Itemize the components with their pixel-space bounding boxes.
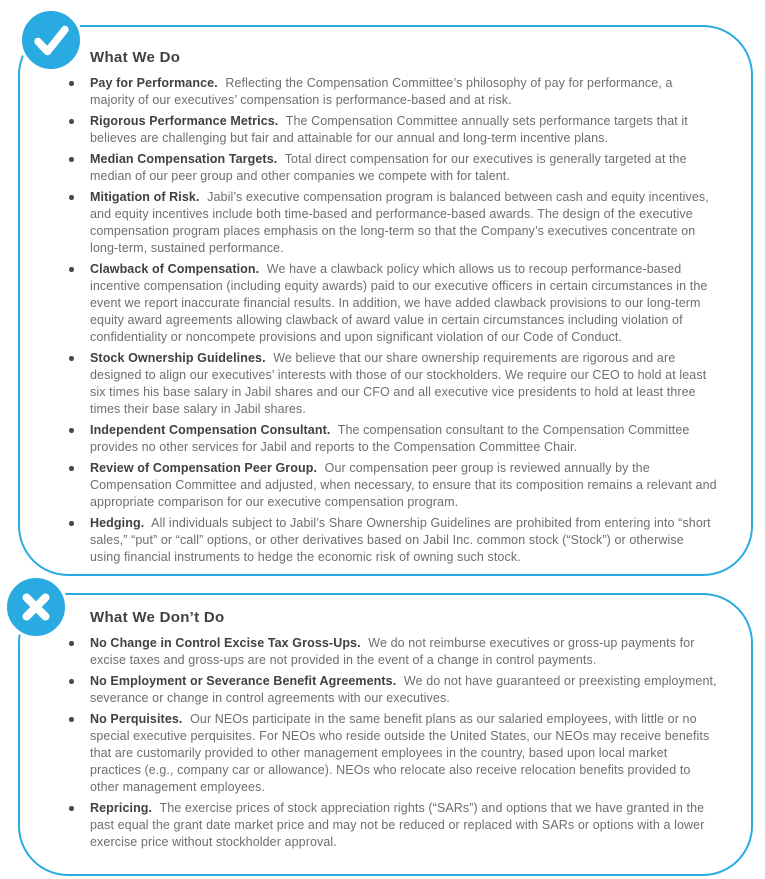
list-item — [90, 460, 717, 511]
item-lead: No Perquisites. — [90, 712, 183, 726]
x-icon — [7, 578, 65, 636]
item-lead: No Employment or Severance Benefit Agreements. — [90, 674, 397, 688]
item-text: Jabil’s executive compensation program is balanced between cash and equity incentives, and equity incentives include both time-based and performance-based awards. The design of the executive compensation program places emphasis on the long-term so that the Company’s executives concentrate on long-term, sustained performance. — [90, 190, 709, 255]
item-text: All individuals subject to Jabil’s Share Ownership Guidelines are prohibited from entering into “short sales,” “put” or “call” options, or other derivatives based on Jabil Inc. common stock (“Stock”) or otherwise using financial instruments to hedge the economic risk of owning such stock. — [90, 516, 711, 564]
what-we-dont-do-list — [90, 635, 717, 851]
item-text: Our NEOs participate in the same benefit plans as our salaried employees, with little or no special executive perquisites. For NEOs who reside outside the United States, our NEOs may receive benefits that are customarily provided to other management employees in the country, based upon local market practices (e.g., company car or allowance). NEOs who relocate also receive relocation benefits provided to other management employees. — [90, 712, 710, 794]
item-text: The Compensation Committee annually sets performance targets that it believes are challenging but fair and attainable for our annual and long-term incentive plans. — [90, 114, 688, 145]
item-lead: Hedging. — [90, 516, 145, 530]
item-lead: Mitigation of Risk. — [90, 190, 200, 204]
check-circle-icon — [19, 8, 83, 72]
what-we-do-list — [90, 75, 717, 566]
list-item — [90, 350, 717, 418]
item-text: The compensation consultant to the Compensation Committee provides no other services for Jabil and reports to the Compensation Committee Chair. — [90, 423, 690, 454]
list-item — [90, 75, 717, 109]
item-text: We do not reimburse executives or gross-up payments for excise taxes and gross-ups are not provided in the event of a change in control payments. — [90, 636, 695, 667]
item-text: We have a clawback policy which allows us to recoup performance-based incentive compensation (including equity awards) paid to our executive officers in certain circumstances in the event we report inaccurate financial results. In addition, we have added clawback provisions to our long-term equity award agreements allowing clawback of award value in certain circumstances including violation of confidentiality or noncompete provisions and upon significant violation of our Code of Conduct. — [90, 262, 708, 344]
list-item — [90, 635, 717, 669]
item-text: We do not have guaranteed or preexisting employment, severance or change in control agreements with our executives. — [90, 674, 717, 705]
item-lead: Median Compensation Targets. — [90, 152, 278, 166]
list-item — [90, 422, 717, 456]
section-what-we-dont-do-content — [20, 595, 751, 874]
section-title-what-we-dont-do: What We Don’t Do — [90, 609, 225, 626]
item-lead: Review of Compensation Peer Group. — [90, 461, 318, 475]
item-lead: Independent Compensation Consultant. — [90, 423, 331, 437]
item-text: We believe that our share ownership requirements are rigorous and are designed to align our executives’ interests with those of our stockholders. We require our CEO to hold at least six times his base salary in Jabil shares and our CFO and all executive vice presidents to hold at least three times their base salary in Jabil shares. — [90, 351, 707, 416]
x-circle-icon — [4, 575, 68, 639]
item-text: The exercise prices of stock appreciation rights (“SARs”) and options that we have granted in the past equal the grant date market price and may not be reduced or replaced with SARs or options with a lower exercise price without stockholder approval. — [90, 801, 705, 849]
section-what-we-dont-do — [18, 593, 753, 876]
list-item — [90, 515, 717, 566]
list-item — [90, 711, 717, 796]
item-lead: Clawback of Compensation. — [90, 262, 260, 276]
item-lead: Stock Ownership Guidelines. — [90, 351, 266, 365]
list-item — [90, 673, 717, 707]
section-what-we-do — [18, 25, 753, 576]
list-item — [90, 261, 717, 346]
item-text: Total direct compensation for our executives is generally targeted at the median of our peer group and other companies we compete with for talent. — [90, 152, 687, 183]
section-what-we-do-content — [20, 27, 751, 574]
item-lead: Rigorous Performance Metrics. — [90, 114, 279, 128]
item-lead: Repricing. — [90, 801, 153, 815]
item-lead: No Change in Control Excise Tax Gross-Ups. — [90, 636, 361, 650]
item-text: Reflecting the Compensation Committee’s philosophy of pay for performance, a majority of our executives’ compensation is performance-based and at risk. — [90, 76, 673, 107]
list-item — [90, 189, 717, 257]
item-text: Our compensation peer group is reviewed annually by the Compensation Committee and adjusted, when necessary, to ensure that its composition remains a relevant and appropriate comparison for our executive compensation program. — [90, 461, 717, 509]
check-icon — [22, 11, 80, 69]
section-title-what-we-do: What We Do — [90, 49, 181, 66]
list-item — [90, 800, 717, 851]
item-lead: Pay for Performance. — [90, 76, 218, 90]
list-item — [90, 151, 717, 185]
list-item — [90, 113, 717, 147]
